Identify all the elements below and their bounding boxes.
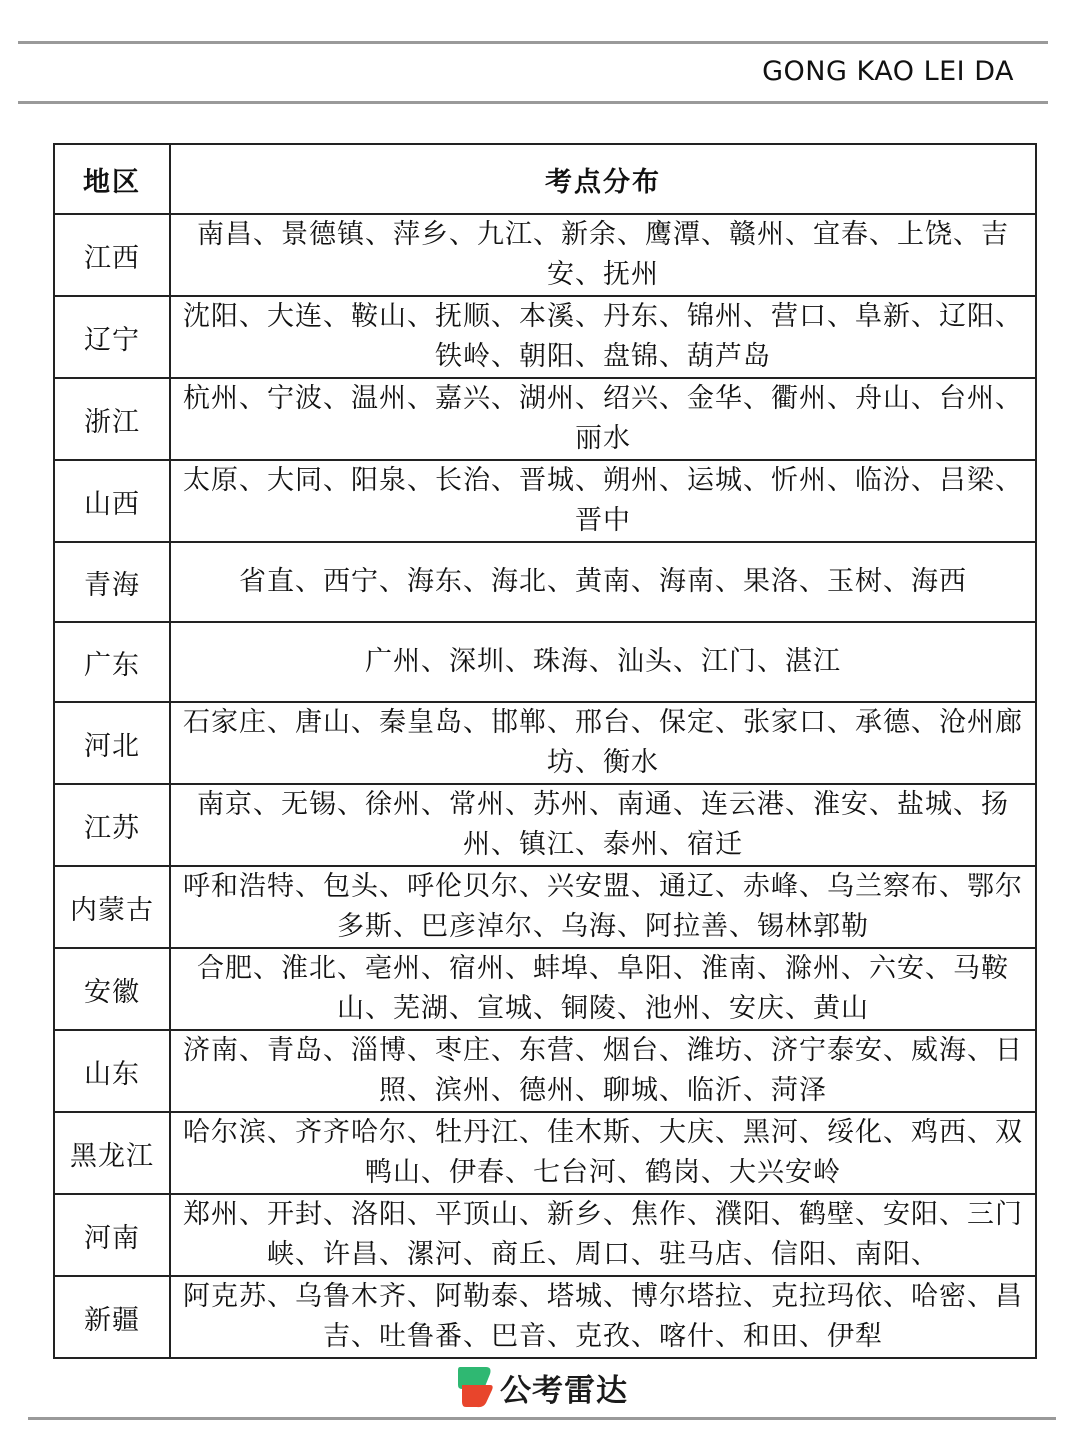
region-cell: 安徽 [54, 948, 170, 1030]
region-cell: 新疆 [54, 1276, 170, 1358]
region-cell: 河南 [54, 1194, 170, 1276]
cities-cell: 石家庄、唐山、秦皇岛、邯郸、邢台、保定、张家口、承德、沧州廊坊、衡水 [170, 702, 1036, 784]
region-cell: 辽宁 [54, 296, 170, 378]
table-row [54, 378, 1036, 460]
cities-cell: 呼和浩特、包头、呼伦贝尔、兴安盟、通辽、赤峰、乌兰察布、鄂尔多斯、巴彦淖尔、乌海、阿拉善、锡林郭勒 [170, 866, 1036, 948]
cities-cell: 阿克苏、乌鲁木齐、阿勒泰、塔城、博尔塔拉、克拉玛依、哈密、昌吉、吐鲁番、巴音、克孜、喀什、和田、伊犁 [170, 1276, 1036, 1358]
table-header-row [54, 144, 1036, 214]
region-cell: 浙江 [54, 378, 170, 460]
region-cell: 江西 [54, 214, 170, 296]
table-row [54, 542, 1036, 622]
cities-cell: 太原、大同、阳泉、长治、晋城、朔州、运城、忻州、临汾、吕梁、晋中 [170, 460, 1036, 542]
region-cell: 青海 [54, 542, 170, 622]
cities-cell: 杭州、宁波、温州、嘉兴、湖州、绍兴、金华、衢州、舟山、台州、丽水 [170, 378, 1036, 460]
exam-location-table [53, 143, 1037, 1359]
table-row [54, 702, 1036, 784]
cities-cell: 省直、西宁、海东、海北、黄南、海南、果洛、玉树、海西 [170, 542, 1036, 622]
cities-cell: 广州、深圳、珠海、汕头、江门、湛江 [170, 622, 1036, 702]
table-row [54, 784, 1036, 866]
table-row [54, 1194, 1036, 1276]
cities-cell: 南京、无锡、徐州、常州、苏州、南通、连云港、淮安、盐城、扬州、镇江、泰州、宿迁 [170, 784, 1036, 866]
region-cell: 黑龙江 [54, 1112, 170, 1194]
header-rule-top [18, 41, 1048, 44]
region-cell: 广东 [54, 622, 170, 702]
gongkao-leida-logo-icon [456, 1365, 494, 1409]
footer-rule [28, 1417, 1056, 1420]
cities-cell: 南昌、景德镇、萍乡、九江、新余、鹰潭、赣州、宜春、上饶、吉安、抚州 [170, 214, 1036, 296]
table-row [54, 866, 1036, 948]
region-cell: 山西 [54, 460, 170, 542]
region-cell: 山东 [54, 1030, 170, 1112]
table-row [54, 296, 1036, 378]
header-region: 地区 [54, 144, 170, 214]
cities-cell: 沈阳、大连、鞍山、抚顺、本溪、丹东、锦州、营口、阜新、辽阳、铁岭、朝阳、盘锦、葫芦岛 [170, 296, 1036, 378]
table-row [54, 460, 1036, 542]
table-row [54, 1030, 1036, 1112]
table-row [54, 214, 1036, 296]
region-cell: 内蒙古 [54, 866, 170, 948]
table-row [54, 1276, 1036, 1358]
table-row [54, 1112, 1036, 1194]
table-row [54, 622, 1036, 702]
footer-logo-text: 公考雷达 [500, 1372, 628, 1409]
cities-cell: 郑州、开封、洛阳、平顶山、新乡、焦作、濮阳、鹤壁、安阳、三门峡、许昌、漯河、商丘、周口、驻马店、信阳、南阳、 [170, 1194, 1036, 1276]
header-brand-text: GONG KAO LEI DA [762, 56, 1014, 87]
footer-logo [456, 1362, 628, 1412]
cities-cell: 哈尔滨、齐齐哈尔、牡丹江、佳木斯、大庆、黑河、绥化、鸡西、双鸭山、伊春、七台河、鹤岗、大兴安岭 [170, 1112, 1036, 1194]
header-cities: 考点分布 [170, 144, 1036, 214]
region-cell: 江苏 [54, 784, 170, 866]
region-cell: 河北 [54, 702, 170, 784]
header-rule-bottom [18, 101, 1048, 104]
cities-cell: 济南、青岛、淄博、枣庄、东营、烟台、潍坊、济宁泰安、威海、日照、滨州、德州、聊城、临沂、菏泽 [170, 1030, 1036, 1112]
table-row [54, 948, 1036, 1030]
table-body [54, 214, 1036, 1358]
cities-cell: 合肥、淮北、亳州、宿州、蚌埠、阜阳、淮南、滁州、六安、马鞍山、芜湖、宣城、铜陵、池州、安庆、黄山 [170, 948, 1036, 1030]
